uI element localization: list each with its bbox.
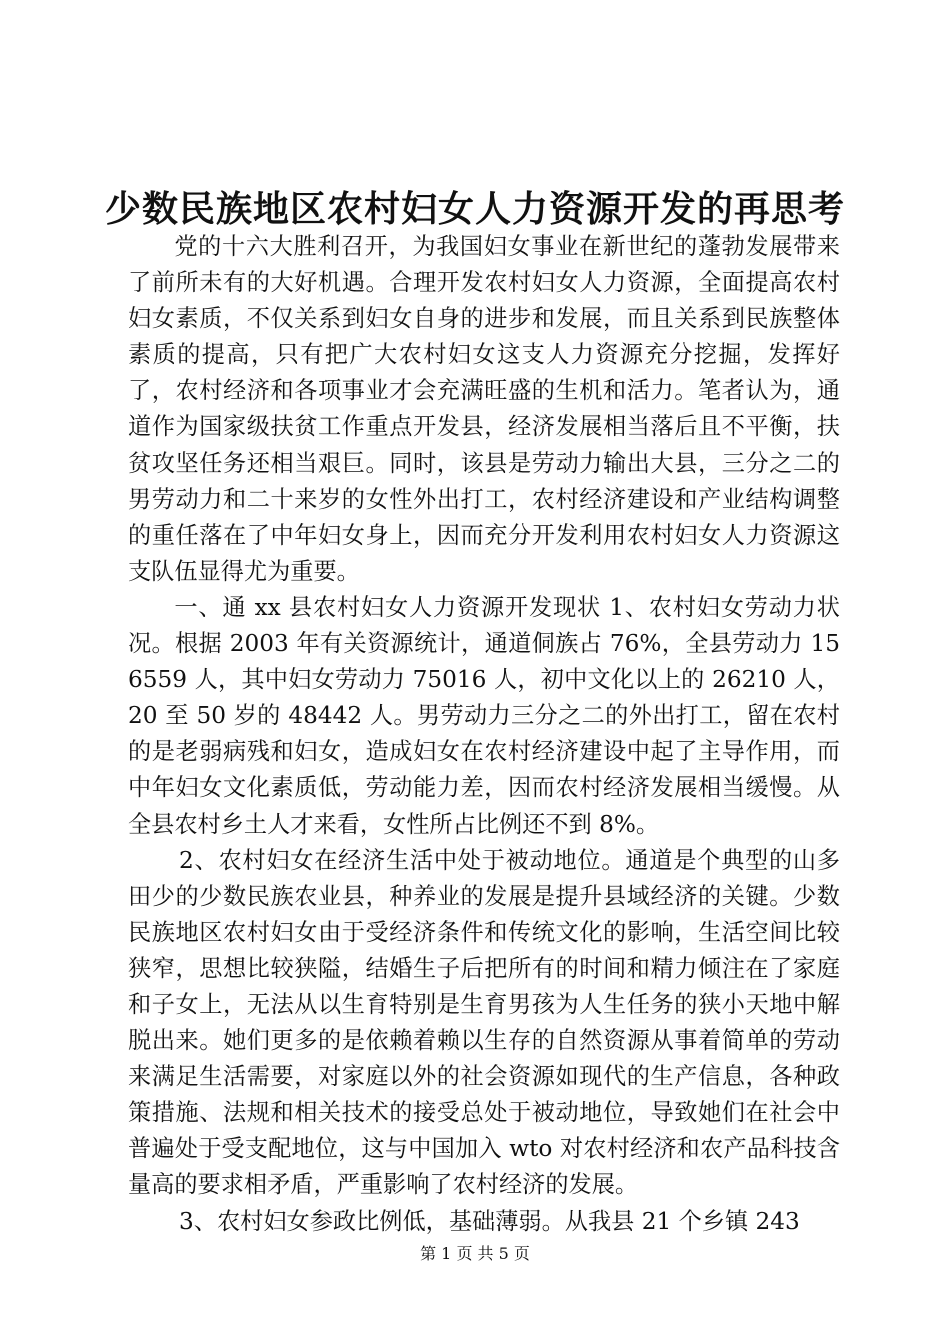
paragraph-section-2: 2、农村妇女在经济生活中处于被动地位。通道是个典型的山多田少的少数民族农业县，种养业的发展是提升县域经济的关键。少数民族地区农村妇女由于受经济条件和传统文化的影响，生活空间比较狭窄，思想比较狭隘，结婚生子后把所有的时间和精力倾注在了家庭和子女上，无法从以生育特别是生育男孩为人生任务的狭小天地中解脱出来。她们更多的是依赖着赖以生存的自然资源从事着简单的劳动来满足生活需要，对家庭以外的社会资源如现代的生产信息，各种政策措施、法规和相关技术的接受总处于被动地位，导致她们在社会中普遍处于受支配地位，这与中国加入 wto 对农村经济和农产品科技含量高的要求相矛盾，严重影响了农村经济的发展。 (128, 846, 840, 1199)
paragraph-section-3: 3、农村妇女参政比例低，基础薄弱。从我县 21 个乡镇 243 (179, 1207, 800, 1235)
paragraph-intro: 党的十六大胜利召开，为我国妇女事业在新世纪的蓬勃发展带来了前所未有的大好机遇。合理开发农村妇女人力资源，全面提高农村妇女素质，不仅关系到妇女自身的进步和发展，而且关系到民族整体素质的提高，只有把广大农村妇女这支人力资源充分挖掘，发挥好了，农村经济和各项事业才会充满旺盛的生机和活力。笔者认为，通道作为国家级扶贫工作重点开发县，经济发展相当落后且不平衡，扶贫攻坚任务还相当艰巨。同时，该县是劳动力输出大县，三分之二的男劳动力和二十来岁的女性外出打工，农村经济建设和产业结构调整的重任落在了中年妇女身上，因而充分开发利用农村妇女人力资源这支队伍显得尤为重要。 (128, 233, 840, 585)
paragraph-section-1: 一、通 xx 县农村妇女人力资源开发现状 1、农村妇女劳动力状况。根据 2003 年有关资源统计，通道侗族占 76%，全县劳动力 156559 人，其中妇女劳动力 75016 人，初中文化以上的 26210 人，20 至 50 岁的 48442 人。男劳动力三分之二的外出打工，留在农村的是老弱病残和妇女，造成妇女在农村经济建设中起了主导作用，而中年妇女文化素质低，劳动能力差，因而农村经济发展相当缓慢。从全县农村乡土人才来看，女性所占比例还不到 8%。 (128, 593, 840, 838)
document-body (128, 229, 840, 1240)
document-title: 少数民族地区农村妇女人力资源开发的再思考 (104, 188, 845, 230)
page-number-footer: 第 1 页 共 5 页 (420, 1244, 530, 1263)
